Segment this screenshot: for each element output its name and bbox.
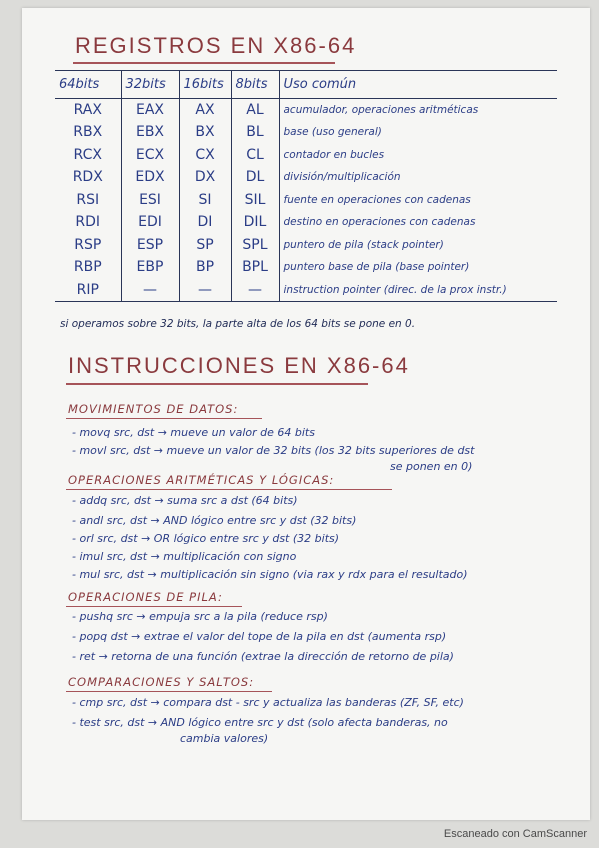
reg-32: EBP bbox=[121, 256, 179, 279]
reg-use: acumulador, operaciones aritméticas bbox=[279, 99, 557, 122]
instruction-line: se ponen en 0) bbox=[390, 460, 473, 473]
table-row bbox=[55, 121, 557, 144]
instruction-line: - pushq src → empuja src a la pila (reduce rsp) bbox=[72, 610, 328, 623]
reg-64: RCX bbox=[73, 146, 102, 163]
reg-use: base (uso general) bbox=[279, 121, 557, 144]
reg-32: ESI bbox=[121, 189, 179, 212]
header-64bits: 64bits bbox=[59, 77, 100, 92]
reg-8: BPL bbox=[231, 256, 279, 279]
reg-64: RIP bbox=[76, 281, 99, 298]
reg-32: EBX bbox=[121, 121, 179, 144]
table-row bbox=[55, 256, 557, 279]
reg-8: BL bbox=[231, 121, 279, 144]
reg-64: RAX bbox=[73, 102, 102, 118]
reg-8: — bbox=[231, 279, 279, 302]
header-32bits: 32bits bbox=[121, 71, 179, 99]
registers-title-underline bbox=[73, 62, 335, 64]
table-row bbox=[55, 99, 557, 122]
reg-32: — bbox=[121, 279, 179, 302]
reg-use: instruction pointer (direc. de la prox instr.) bbox=[279, 279, 557, 302]
section-heading-stack: OPERACIONES DE PILA: bbox=[68, 590, 223, 604]
reg-32: EAX bbox=[121, 99, 179, 122]
reg-16: CX bbox=[179, 144, 231, 167]
reg-32: ESP bbox=[121, 234, 179, 257]
instruction-line: - orl src, dst → OR lógico entre src y dst (32 bits) bbox=[72, 532, 340, 545]
header-16bits: 16bits bbox=[179, 71, 231, 99]
reg-8: DIL bbox=[231, 211, 279, 234]
reg-64: RBX bbox=[73, 124, 103, 141]
reg-16: AX bbox=[179, 99, 231, 122]
reg-use: puntero base de pila (base pointer) bbox=[279, 256, 557, 279]
reg-8: AL bbox=[231, 99, 279, 122]
instruction-line: cambia valores) bbox=[180, 732, 269, 745]
table-row bbox=[55, 189, 557, 212]
reg-16: BX bbox=[179, 121, 231, 144]
table-row bbox=[55, 234, 557, 257]
instruction-line: - test src, dst → AND lógico entre src y dst (solo afecta banderas, no bbox=[72, 716, 448, 729]
instructions-title: INSTRUCCIONES EN X86-64 bbox=[68, 353, 410, 378]
section-heading-cmp: COMPARACIONES Y SALTOS: bbox=[68, 675, 255, 689]
reg-8: SPL bbox=[231, 234, 279, 257]
reg-64: RSI bbox=[76, 191, 100, 208]
reg-16: BP bbox=[179, 256, 231, 279]
instruction-line: - movl src, dst → mueve un valor de 32 bits (los 32 bits superiores de dst bbox=[72, 444, 475, 457]
registers-title: REGISTROS EN X86-64 bbox=[75, 33, 357, 58]
section-heading-mov: MOVIMIENTOS DE DATOS: bbox=[68, 402, 239, 416]
instruction-line: - ret → retorna de una función (extrae la dirección de retorno de pila) bbox=[72, 650, 454, 663]
instruction-line: - movq src, dst → mueve un valor de 64 bits bbox=[72, 426, 315, 439]
header-uso: Uso común bbox=[279, 71, 557, 99]
table-header-row bbox=[55, 71, 557, 99]
scanner-watermark: Escaneado con CamScanner bbox=[443, 828, 587, 840]
reg-8: CL bbox=[231, 144, 279, 167]
reg-8: DL bbox=[231, 166, 279, 189]
reg-8: SIL bbox=[231, 189, 279, 212]
section-underline-cmp bbox=[66, 691, 272, 692]
instruction-line: - addq src, dst → suma src a dst (64 bits) bbox=[72, 494, 298, 507]
section-underline-arith bbox=[66, 489, 392, 490]
section-underline-stack bbox=[66, 606, 242, 607]
table-row bbox=[55, 279, 557, 302]
reg-16: DX bbox=[179, 166, 231, 189]
reg-16: — bbox=[179, 279, 231, 302]
section-underline-mov bbox=[66, 418, 262, 419]
reg-64: RBP bbox=[73, 259, 102, 276]
reg-32: EDX bbox=[121, 166, 179, 189]
reg-use: destino en operaciones con cadenas bbox=[279, 211, 557, 234]
header-8bits: 8bits bbox=[231, 71, 279, 99]
upper-bits-note: si operamos sobre 32 bits, la parte alta de los 64 bits se pone en 0. bbox=[60, 318, 416, 330]
reg-32: ECX bbox=[121, 144, 179, 167]
table-row bbox=[55, 166, 557, 189]
reg-16: SI bbox=[179, 189, 231, 212]
reg-use: división/multiplicación bbox=[279, 166, 557, 189]
reg-use: puntero de pila (stack pointer) bbox=[279, 234, 557, 257]
reg-16: DI bbox=[179, 211, 231, 234]
instruction-line: - popq dst → extrae el valor del tope de la pila en dst (aumenta rsp) bbox=[72, 630, 447, 643]
table-row bbox=[55, 144, 557, 167]
instructions-title-underline bbox=[66, 383, 368, 385]
reg-64: RSP bbox=[74, 236, 102, 253]
instruction-line: - andl src, dst → AND lógico entre src y dst (32 bits) bbox=[72, 514, 357, 527]
reg-64: RDI bbox=[75, 214, 101, 231]
instruction-line: - mul src, dst → multiplicación sin signo (via rax y rdx para el resultado) bbox=[72, 568, 468, 581]
section-heading-arith: OPERACIONES ARITMÉTICAS Y LÓGICAS: bbox=[68, 473, 335, 487]
registers-table bbox=[55, 70, 557, 302]
reg-use: fuente en operaciones con cadenas bbox=[279, 189, 557, 212]
reg-64: RDX bbox=[72, 169, 103, 186]
reg-16: SP bbox=[179, 234, 231, 257]
reg-32: EDI bbox=[121, 211, 179, 234]
instruction-line: - cmp src, dst → compara dst - src y actualiza las banderas (ZF, SF, etc) bbox=[72, 696, 464, 709]
table-row bbox=[55, 211, 557, 234]
instruction-line: - imul src, dst → multiplicación con signo bbox=[72, 550, 297, 563]
reg-use: contador en bucles bbox=[279, 144, 557, 167]
